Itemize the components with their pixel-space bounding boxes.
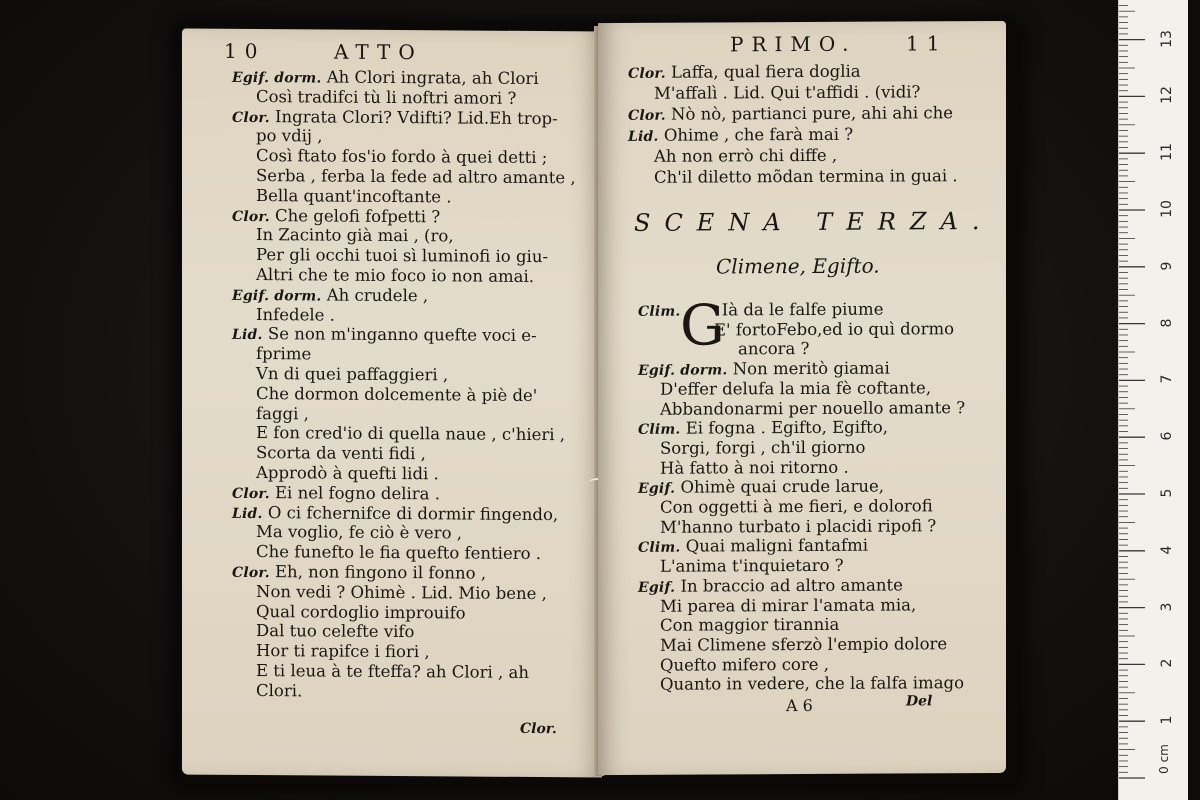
verse-text: Quai maligni fantafmi <box>685 536 869 556</box>
text-line <box>256 265 534 286</box>
verse-text: Serba , ferba la fede ad altro amante , <box>256 166 576 188</box>
right-running-title: PRIMO. <box>730 31 857 57</box>
verse-text: Mi parea di mirar l'amata mia, <box>660 594 917 616</box>
text-line <box>256 146 547 167</box>
verse-text: ancora ? <box>738 339 810 359</box>
verse-text: M'affalì . Lid. Qui t'affidi . (vidi? <box>654 82 921 103</box>
ruler-number: 3 <box>1159 602 1175 612</box>
verse-text: Ià da le falfe piume <box>721 299 884 320</box>
right-catchword: Del <box>906 693 933 710</box>
speaker-label: Clim. <box>638 421 681 439</box>
verse-text: Ei fogna . Egifto, Egifto, <box>685 417 888 438</box>
text-line <box>256 305 335 325</box>
speaker-label: Egif. <box>638 579 676 596</box>
verse-text: D'effer delufa la mia fè coftante, <box>660 378 932 399</box>
verse-text: Vn di quei paffaggieri , <box>256 364 449 385</box>
text-line <box>256 344 311 363</box>
ruler-number: 11 <box>1159 143 1175 162</box>
speaker-label: Lid. <box>232 327 263 344</box>
speaker-label: Clor. <box>232 564 270 582</box>
speaker-label: Clor. <box>628 65 666 82</box>
text-line <box>256 661 529 682</box>
text-line <box>256 245 548 266</box>
right-page <box>598 21 1006 775</box>
verse-text: Ah crudele , <box>326 285 429 306</box>
verse-text: Ma voglio, fe ciò è vero , <box>256 522 462 543</box>
verse-text: Così tradifci tù li noftri amori ? <box>256 86 517 108</box>
text-line <box>256 602 466 622</box>
verse-text: Ch'il diletto mõdan termina in guai . <box>654 166 958 187</box>
verse-text: Nò nò, partianci pure, ahi ahi che <box>671 103 954 124</box>
ruler-number: 8 <box>1159 318 1175 328</box>
text-line <box>660 457 849 477</box>
text-line <box>738 339 809 358</box>
ruler-number: 9 <box>1159 261 1175 271</box>
text-line <box>256 126 323 145</box>
verse-text: Mai Climene sferzò l'empio dolore <box>660 634 948 655</box>
speaker-label: Egif. dorm. <box>232 69 322 87</box>
text-line <box>256 582 547 603</box>
text-line <box>256 522 462 542</box>
verse-text: Qual cordoglio improuifo <box>256 601 466 623</box>
speaker-label: Clor. <box>628 107 666 124</box>
verse-text: Non meritò giamai <box>732 358 890 379</box>
text-line <box>660 438 865 458</box>
text-line <box>256 463 439 483</box>
text-line <box>256 384 537 405</box>
verse-text: Scorta da venti fidi , <box>256 443 426 464</box>
verse-text: Se non m'inganno quefte voci e- <box>267 324 537 346</box>
text-line <box>256 542 541 563</box>
text-line <box>256 621 414 641</box>
speaker-label: Egif. <box>638 480 676 498</box>
speaker-label: Clor. <box>232 109 270 126</box>
ruler-number: 1 <box>1159 715 1175 725</box>
text-line <box>256 225 454 245</box>
text-line <box>628 125 853 147</box>
speaker-label: Lid. <box>232 505 263 522</box>
verse-text: Che gelofi fofpetti ? <box>275 205 441 226</box>
verse-text: E fon cred'io di quella naue , c'hieri , <box>256 423 566 445</box>
ruler-number: 12 <box>1159 86 1175 105</box>
speaker-label: Clim. <box>638 303 681 320</box>
speaker-label: Lid. <box>628 128 659 145</box>
verse-text: Ei nel fogno delira . <box>275 482 440 504</box>
verse-text: E ti leua à te fteffa? ah Clori , ah <box>256 661 529 682</box>
verse-text: Clori. <box>256 680 303 701</box>
verse-text: Infedele . <box>256 304 335 325</box>
verse-text: Per gli occhi tuoi sì luminofi io giu- <box>256 245 549 267</box>
drop-capital: G <box>680 293 725 359</box>
text-line <box>660 556 844 576</box>
verse-text: Dal tuo celefte vifo <box>256 621 415 642</box>
text-line <box>628 62 861 84</box>
text-line <box>256 166 576 187</box>
verse-text: Quanto in vedere, che la falfa imago <box>660 673 965 695</box>
speaker-label: Clim. <box>638 540 681 557</box>
left-running-title: ATTO <box>334 39 423 65</box>
verse-text: Approdò à quefti lidi . <box>256 463 439 484</box>
text-line <box>660 378 931 398</box>
verse-text: Sorgi, forgi , ch'il giorno <box>660 437 866 458</box>
verse-text: O ci fchernifce di dormir fingendo, <box>267 502 559 524</box>
ruler-number: 4 <box>1159 545 1175 555</box>
text-line <box>256 641 430 661</box>
speaker-label: Clor. <box>232 485 270 502</box>
text-line <box>660 615 839 635</box>
verse-text: In Zacinto già mai , (ro, <box>256 225 454 246</box>
verse-text: Ingrata Clori? Vdifti? Lid.Eh trop- <box>275 106 558 128</box>
text-line <box>660 595 916 615</box>
verse-text: Con oggetti à me fieri, e dolorofi <box>660 496 933 517</box>
measurement-ruler <box>1118 0 1189 800</box>
verse-text: E' fortoFebo,ed io quì dormo <box>714 318 955 340</box>
verse-text: Quefto mifero core , <box>660 654 830 675</box>
text-line <box>660 496 933 516</box>
verse-text: Ohime , che farà mai ? <box>663 124 854 145</box>
verse-text: Bella quant'incoftante . <box>256 185 452 207</box>
text-line <box>256 423 565 444</box>
ruler-unit-label: 0 cm <box>1156 744 1171 774</box>
verse-text: fprime <box>256 344 312 364</box>
text-line <box>256 87 516 108</box>
text-line <box>654 146 837 166</box>
verse-text: Hor ti rapifce i fiori , <box>256 641 430 662</box>
signature-mark: A 6 <box>786 695 813 716</box>
right-edge-shadow <box>1188 0 1200 800</box>
speaker-label: Egif. dorm. <box>232 287 322 305</box>
text-line <box>256 443 426 463</box>
text-line <box>256 404 309 423</box>
text-line <box>256 364 448 384</box>
scene-title: SCENA TERZA. <box>634 206 994 237</box>
ruler-ticks <box>1119 0 1189 800</box>
verse-text: Ohimè quai crude larue, <box>680 476 885 497</box>
text-line <box>660 654 829 674</box>
speaker-label: Egif. dorm. <box>638 362 728 379</box>
ruler-number: 13 <box>1159 29 1175 48</box>
ruler-number: 2 <box>1159 658 1175 668</box>
verse-text: Hà fatto à noi ritorno . <box>660 457 849 478</box>
verse-text: Eh, non fingono il fonno , <box>275 562 487 583</box>
ruler-number: 7 <box>1159 374 1175 384</box>
text-line <box>714 319 954 339</box>
verse-text: M'hanno turbato i placidi ripofi ? <box>660 515 937 537</box>
verse-text: Abbandonarmi per nouello amante ? <box>660 397 966 419</box>
verse-text: Ah Clori ingrata, ah Clori <box>326 67 539 89</box>
text-line <box>654 166 958 187</box>
verse-text: L'anima t'inquietaro ? <box>660 555 844 576</box>
ruler-number: 6 <box>1159 431 1175 441</box>
ruler-number: 10 <box>1159 200 1175 218</box>
verse-text: Con maggior tirannia <box>660 614 840 635</box>
text-line <box>660 673 964 694</box>
verse-text: faggi , <box>256 403 309 424</box>
text-line <box>660 398 965 419</box>
text-line <box>654 82 920 102</box>
speaker-label: Clor. <box>232 208 270 225</box>
text-line <box>256 681 302 700</box>
text-line <box>660 634 947 655</box>
text-line <box>628 103 953 126</box>
left-page-number: 10 <box>224 38 266 64</box>
left-page <box>182 29 602 778</box>
left-catchword: Clor. <box>520 720 557 738</box>
verse-text: Che funefto le fia quefto fentiero . <box>256 542 542 564</box>
verse-text: Che dormon dolcemente à piè de' <box>256 383 538 405</box>
verse-text: Non vedi ? Ohimè . Lid. Mio bene , <box>256 581 547 603</box>
verse-text: In braccio ad altro amante <box>680 575 903 596</box>
right-page-number: 11 <box>906 31 948 56</box>
verse-text: Ah non errò chi diffe , <box>654 145 838 166</box>
ruler-number: 5 <box>1159 488 1175 498</box>
verse-text: Altri che te mio foco io non amai. <box>256 265 535 286</box>
text-line <box>638 536 868 558</box>
text-line <box>660 516 936 536</box>
verse-text: Laffa, qual fiera doglia <box>671 61 861 82</box>
scene-characters: Climene, Egifto. <box>716 253 880 279</box>
verse-text: po vdij , <box>256 126 323 146</box>
text-line <box>256 186 452 206</box>
verse-text: Così ftato fos'io fordo à quei detti ; <box>256 146 548 168</box>
